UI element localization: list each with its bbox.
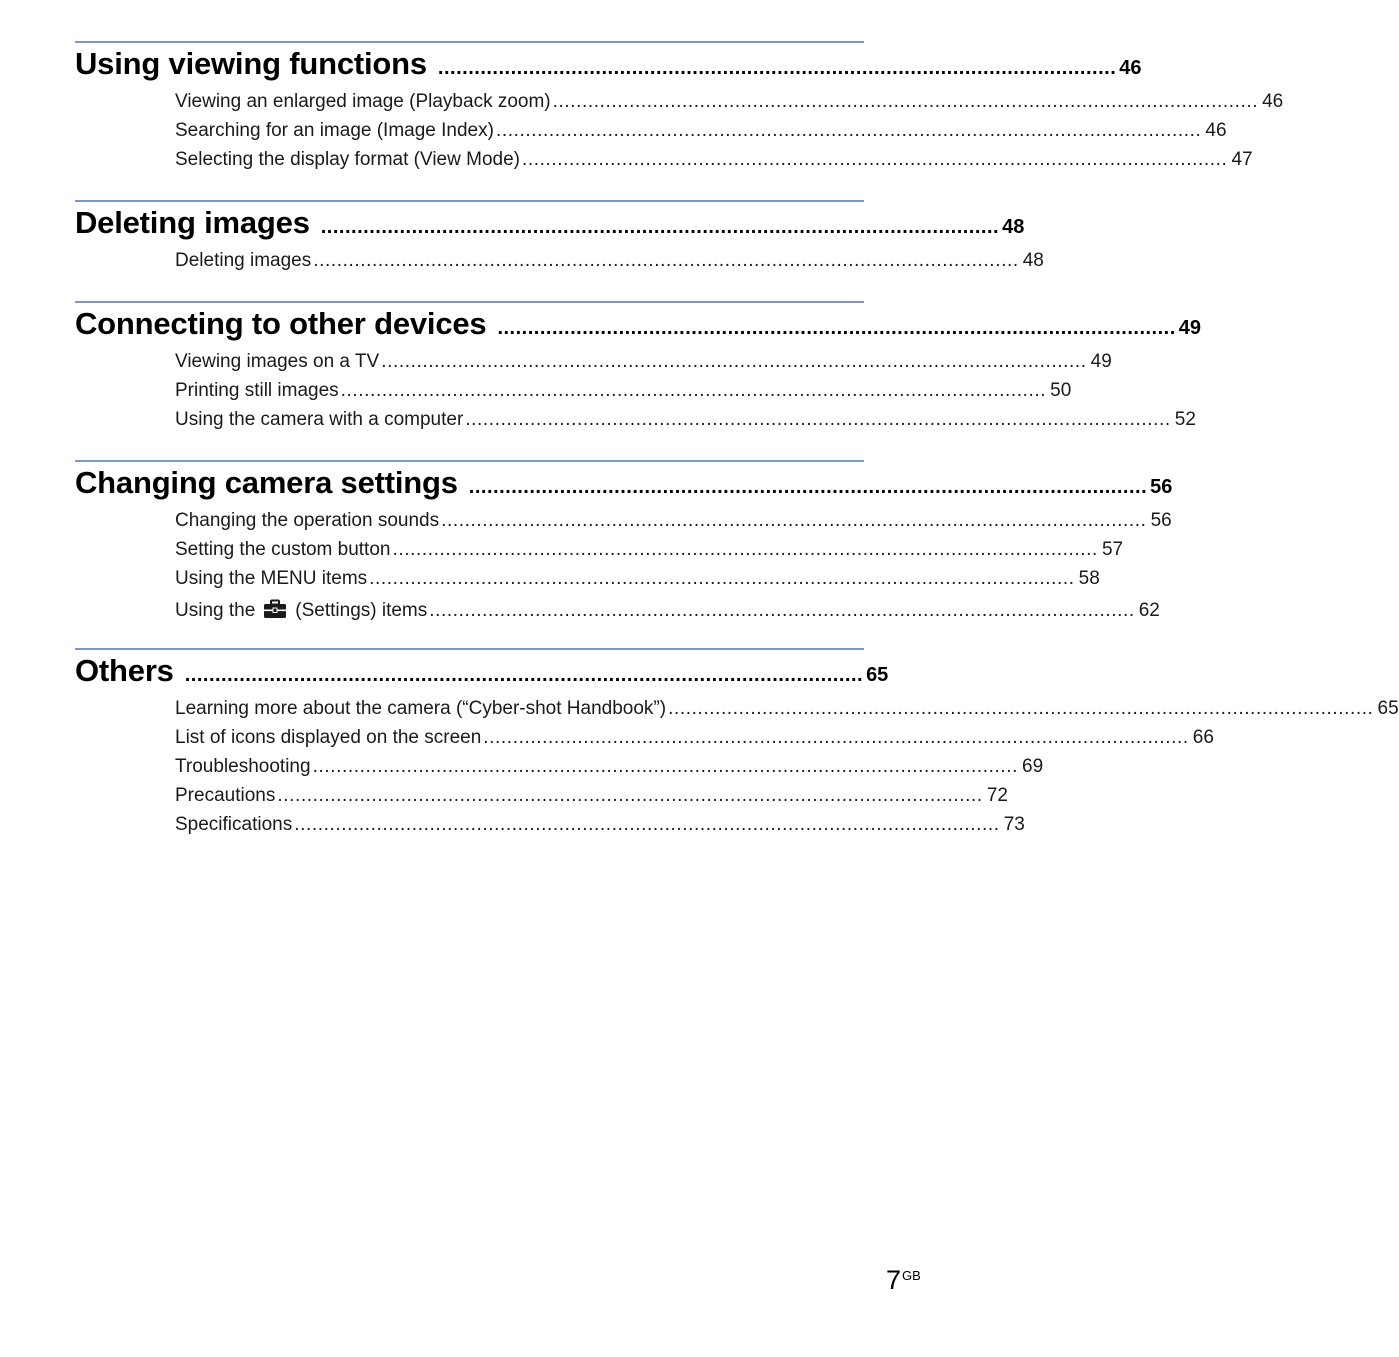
toc-entry[interactable] bbox=[175, 785, 1008, 814]
entry-page-number: 72 bbox=[986, 785, 1008, 806]
toc-entry[interactable] bbox=[175, 539, 1124, 568]
toc-entry[interactable] bbox=[175, 91, 1284, 120]
entry-page-number: 46 bbox=[1262, 91, 1284, 112]
dot-leader: ........................................................................................................................ bbox=[277, 785, 983, 806]
page-number-value: 7 bbox=[886, 1265, 902, 1295]
entry-title: Specifications bbox=[175, 814, 293, 835]
toc-entry[interactable] bbox=[175, 351, 1112, 380]
toc-entry[interactable] bbox=[175, 814, 1025, 843]
section-heading[interactable] bbox=[75, 43, 1142, 84]
entry-title-before: Using the bbox=[175, 600, 256, 621]
toc-entry[interactable] bbox=[175, 510, 1172, 539]
dot-leader: ................................................................................................................ bbox=[468, 476, 1148, 498]
section-title: Deleting images bbox=[75, 205, 310, 240]
dot-leader: ........................................................................................................................ bbox=[441, 510, 1147, 531]
toc-section bbox=[75, 301, 1202, 438]
section-title: Changing camera settings bbox=[75, 465, 458, 500]
dot-leader: ........................................................................................................................ bbox=[521, 149, 1228, 170]
page-number-suffix: GB bbox=[902, 1268, 921, 1283]
toc-entry[interactable] bbox=[175, 597, 1160, 626]
section-page-number: 49 bbox=[1178, 317, 1202, 339]
page-number bbox=[886, 1265, 921, 1296]
section-heading[interactable] bbox=[75, 462, 1173, 503]
entry-title: List of icons displayed on the screen bbox=[175, 727, 482, 748]
dot-leader: ........................................................................................................................ bbox=[381, 351, 1087, 372]
section-page-number: 65 bbox=[866, 664, 889, 686]
entry-page-number: 58 bbox=[1078, 568, 1100, 589]
toc-entry[interactable] bbox=[175, 568, 1100, 597]
entry-title: Setting the custom button bbox=[175, 539, 391, 560]
toc-entry[interactable] bbox=[175, 409, 1196, 438]
toc-entry[interactable] bbox=[175, 727, 1214, 756]
section-title: Others bbox=[75, 653, 174, 688]
dot-leader: ................................................................................................................ bbox=[437, 57, 1117, 79]
entry-page-number: 62 bbox=[1138, 600, 1160, 621]
section-title: Connecting to other devices bbox=[75, 306, 487, 341]
entry-page-number: 47 bbox=[1231, 149, 1253, 170]
table-of-contents bbox=[75, 41, 1399, 843]
entry-page-number: 49 bbox=[1090, 351, 1112, 372]
dot-leader: ........................................................................................................................ bbox=[340, 380, 1047, 401]
toc-entry[interactable] bbox=[175, 149, 1253, 178]
section-page-number: 46 bbox=[1119, 57, 1142, 79]
dot-leader: ................................................................................................................ bbox=[184, 664, 864, 686]
dot-leader: ................................................................................................................ bbox=[497, 317, 1176, 339]
section-heading[interactable] bbox=[75, 202, 1025, 243]
toc-section bbox=[75, 460, 1173, 626]
entry-page-number: 69 bbox=[1022, 756, 1044, 777]
toc-section bbox=[75, 200, 1044, 279]
section-heading[interactable] bbox=[75, 650, 889, 691]
entry-page-number: 48 bbox=[1022, 250, 1044, 271]
dot-leader: ........................................................................................................................ bbox=[392, 539, 1098, 560]
entry-title: Viewing an enlarged image (Playback zoom) bbox=[175, 91, 551, 112]
entry-page-number: 57 bbox=[1101, 539, 1124, 560]
toc-entry[interactable] bbox=[175, 756, 1044, 785]
toolbox-icon bbox=[263, 600, 287, 619]
entry-title: Changing the operation sounds bbox=[175, 510, 440, 531]
entry-page-number: 50 bbox=[1050, 380, 1072, 401]
entry-title: Printing still images bbox=[175, 380, 339, 401]
section-page-number: 48 bbox=[1002, 216, 1025, 238]
entry-page-number: 46 bbox=[1205, 120, 1227, 141]
dot-leader: ........................................................................................................................ bbox=[668, 698, 1374, 719]
toc-entry[interactable] bbox=[175, 380, 1072, 409]
entry-page-number: 56 bbox=[1150, 510, 1172, 531]
toc-section bbox=[75, 648, 1399, 843]
entry-title: Learning more about the camera (“Cyber-shot Handbook”) bbox=[175, 698, 667, 719]
entry-page-number: 52 bbox=[1174, 409, 1196, 430]
toc-entry[interactable] bbox=[175, 120, 1227, 149]
section-heading[interactable] bbox=[75, 303, 1202, 344]
dot-leader: ........................................................................................................................ bbox=[465, 409, 1171, 430]
entry-title: Deleting images bbox=[175, 250, 312, 271]
dot-leader: ........................................................................................................................ bbox=[312, 756, 1019, 777]
entry-title: Viewing images on a TV bbox=[175, 351, 380, 372]
dot-leader: ........................................................................................................................ bbox=[495, 120, 1202, 141]
entry-title: Selecting the display format (View Mode) bbox=[175, 149, 520, 170]
entry-title-after: (Settings) items bbox=[295, 600, 428, 621]
toc-entry[interactable] bbox=[175, 698, 1399, 727]
dot-leader: ................................................................................................................ bbox=[320, 216, 1000, 238]
dot-leader: ........................................................................................................................ bbox=[483, 727, 1189, 748]
dot-leader: ........................................................................................................................ bbox=[552, 91, 1259, 112]
entry-title: Troubleshooting bbox=[175, 756, 311, 777]
dot-leader: ........................................................................................................................ bbox=[294, 814, 1000, 835]
entry-title bbox=[175, 597, 427, 622]
dot-leader: ........................................................................................................................ bbox=[313, 250, 1019, 271]
toc-entry[interactable] bbox=[175, 250, 1044, 279]
entry-title: Searching for an image (Image Index) bbox=[175, 120, 494, 141]
entry-title: Precautions bbox=[175, 785, 276, 806]
dot-leader: ........................................................................................................................ bbox=[429, 600, 1135, 621]
dot-leader: ........................................................................................................................ bbox=[369, 568, 1075, 589]
entry-title: Using the camera with a computer bbox=[175, 409, 464, 430]
entry-title: Using the MENU items bbox=[175, 568, 368, 589]
entry-page-number: 66 bbox=[1192, 727, 1214, 748]
section-page-number: 56 bbox=[1150, 476, 1173, 498]
entry-page-number: 73 bbox=[1003, 814, 1025, 835]
section-title: Using viewing functions bbox=[75, 46, 427, 81]
toc-section bbox=[75, 41, 1284, 178]
entry-page-number: 65 bbox=[1377, 698, 1399, 719]
